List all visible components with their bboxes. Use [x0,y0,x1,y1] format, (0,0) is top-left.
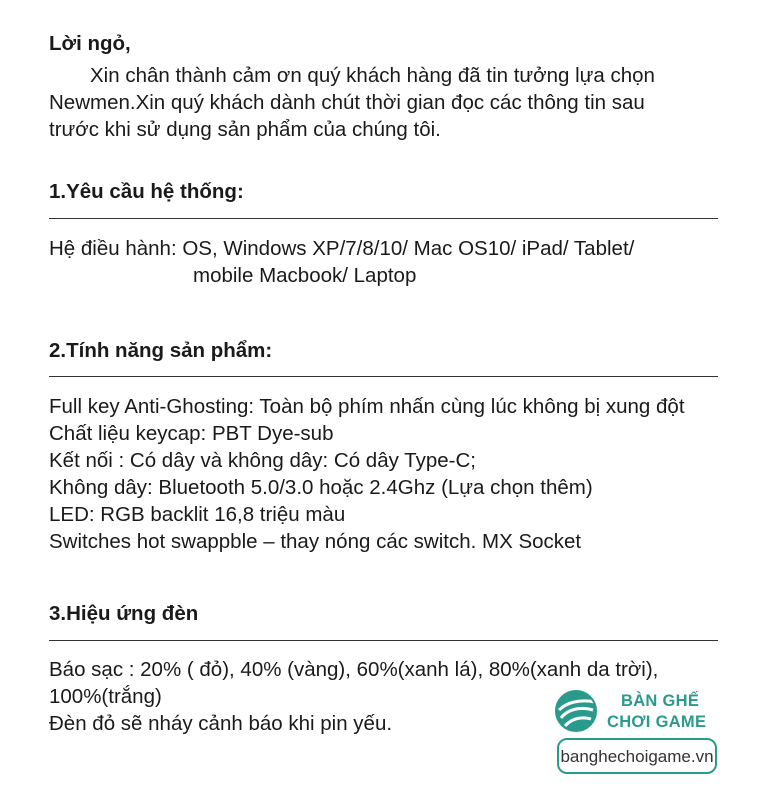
logo-url-badge [557,738,717,774]
watermark-logo [553,688,723,783]
light-line: Báo sạc : 20% ( đỏ), 40% (vàng), 60%(xanh lá), 80%(xanh da trời), [49,658,659,681]
logo-url: banghechoigame.vn [560,747,714,766]
greeting-line: Xin chân thành cảm ơn quý khách hàng đã tin tưởng lựa chọn [90,64,655,87]
feature-line: LED: RGB backlit 16,8 triệu màu [49,503,346,526]
section-divider [49,640,718,641]
logo-line-1: BÀN GHẾ [621,692,700,710]
feature-line: Chất liệu keycap: PBT Dye-sub [49,422,334,445]
section-heading-features: 2.Tính năng sản phẩm: [49,339,273,362]
spec-line: mobile Macbook/ Laptop [193,264,417,287]
feature-line: Full key Anti-Ghosting: Toàn bộ phím nhấn cùng lúc không bị xung đột [49,395,685,418]
section-divider [49,218,718,219]
section-heading-light-effects: 3.Hiệu ứng đèn [49,602,199,625]
feature-line: Kết nối : Có dây và không dây: Có dây Type-C; [49,449,476,472]
logo-swirl-icon [553,688,599,734]
spec-line: Hệ điều hành: OS, Windows XP/7/8/10/ Mac OS10/ iPad/ Tablet/ [49,237,635,260]
feature-line: Switches hot swappble – thay nóng các switch. MX Socket [49,530,582,553]
light-line: 100%(trắng) [49,685,162,708]
section-heading-system-requirements: 1.Yêu cầu hệ thống: [49,180,244,203]
greeting-line: Newmen.Xin quý khách dành chút thời gian đọc các thông tin sau [49,91,645,114]
feature-line: Không dây: Bluetooth 5.0/3.0 hoặc 2.4Ghz (Lựa chọn thêm) [49,476,593,499]
light-line: Đèn đỏ sẽ nháy cảnh báo khi pin yếu. [49,712,393,735]
section-divider [49,376,718,377]
logo-line-2: CHƠI GAME [607,713,707,731]
greeting-title: Lời ngỏ, [49,32,131,55]
greeting-line: trước khi sử dụng sản phẩm của chúng tôi. [49,118,441,141]
